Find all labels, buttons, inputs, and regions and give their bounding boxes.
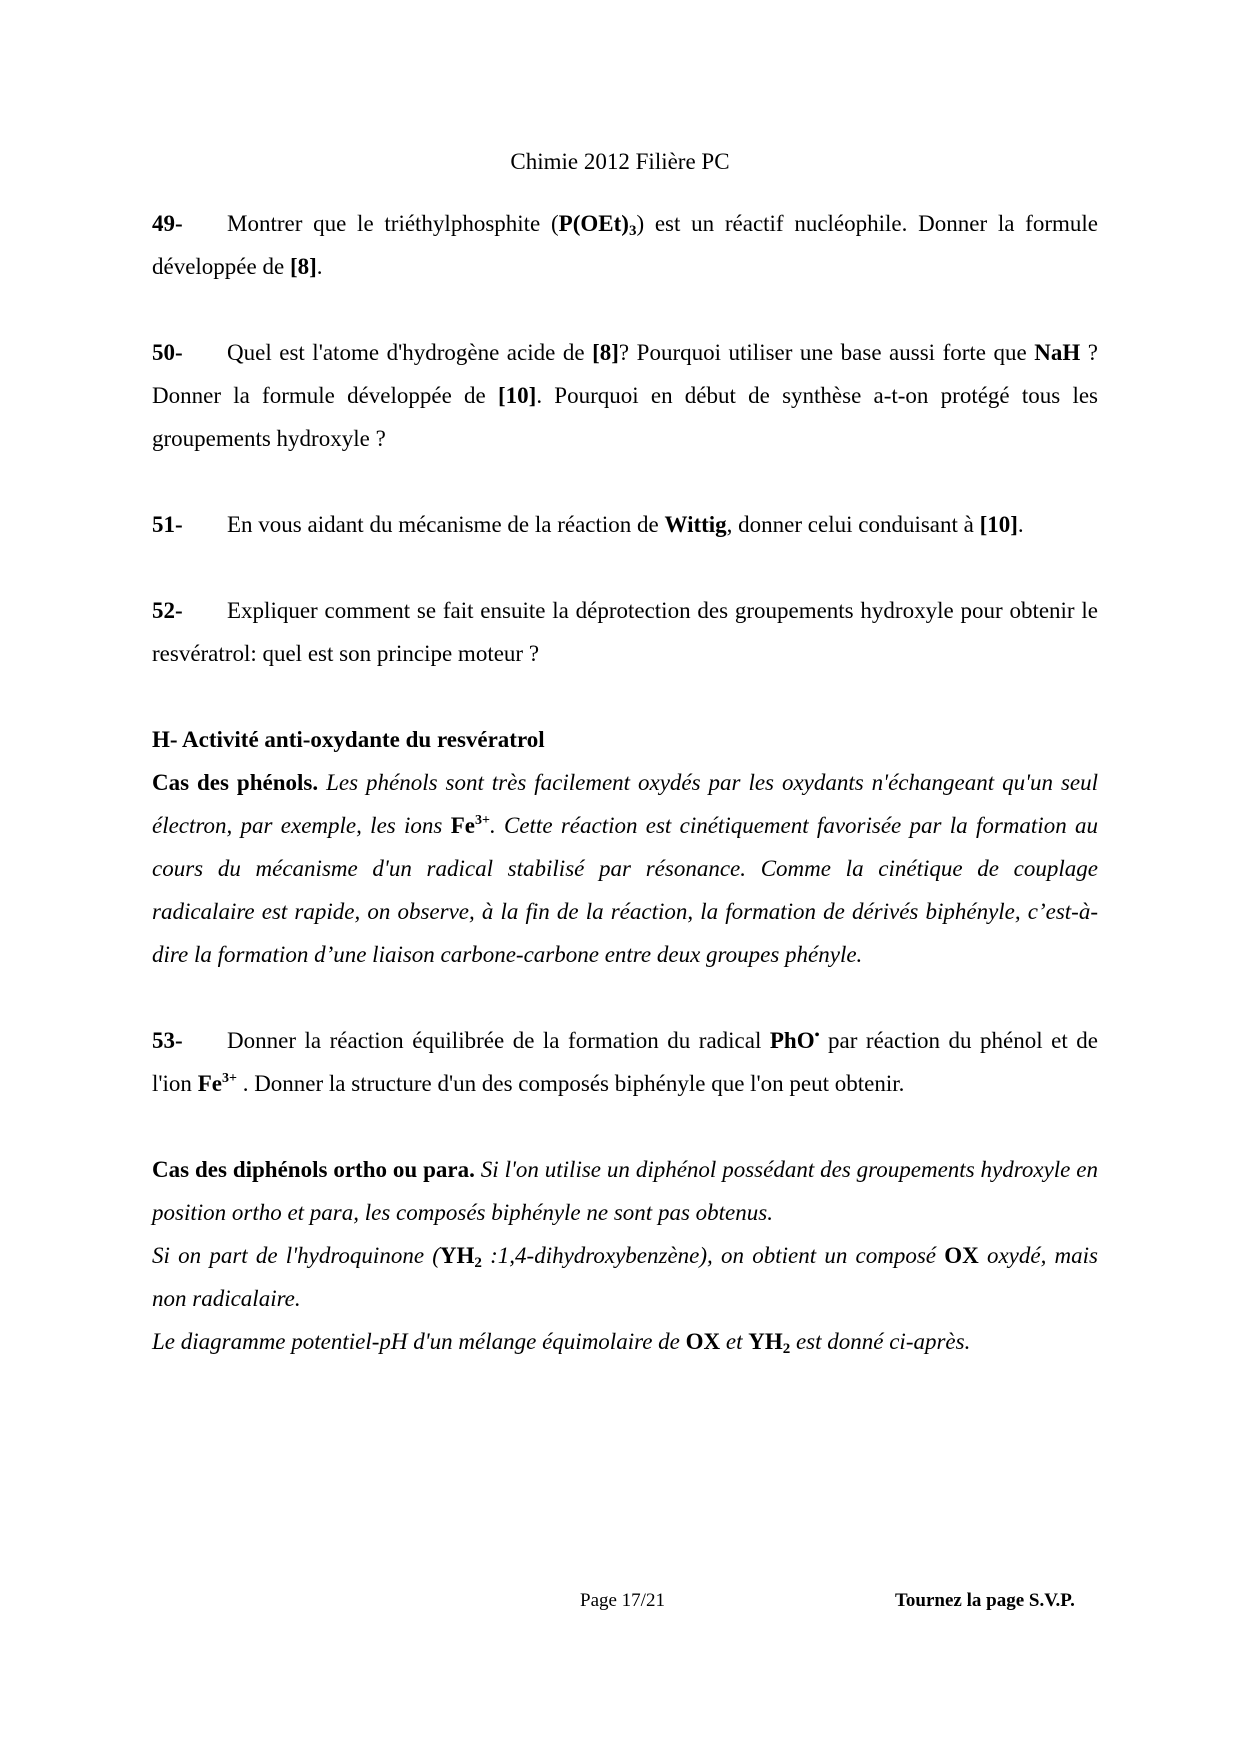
intro-text: Si on part de l'hydroquinone ( [152, 1243, 440, 1268]
question-number: 52- [152, 598, 183, 623]
question-text: Montrer que le triéthylphosphite ( [227, 211, 559, 236]
phenols-intro [152, 761, 1098, 976]
intro-text: Si l'on utilise un diphénol possédant des groupements hydroxyle en position ortho et para, les composés biphényle ne sont pas obtenus. [152, 1157, 1098, 1225]
iron-ion: $Fe^{3+}$ [197, 1071, 237, 1096]
question-52 [152, 589, 1098, 675]
question-text: Expliquer comment se fait ensuite la déprotection des groupements hydroxyle pour obtenir le resvératrol: quel est son principe moteur ? [152, 598, 1098, 666]
ox-formula: OX [685, 1329, 721, 1354]
intro-label: Cas des diphénols ortho ou para. [152, 1157, 475, 1182]
question-text: , donner celui conduisant à [726, 512, 980, 537]
formula: $P(OEt)_3$ [558, 211, 637, 239]
ox-formula: OX [944, 1243, 979, 1268]
question-53 [152, 1019, 1098, 1105]
question-50 [152, 331, 1098, 460]
turn-page-note: Tournez la page S.V.P. [895, 1590, 1075, 1611]
iron-ion: $Fe^{3+}$ [450, 813, 490, 838]
question-number: 53- [152, 1028, 183, 1053]
compound-ref: [10] [497, 383, 537, 408]
page-content [152, 202, 1098, 1363]
section-heading: H- Activité anti-oxydante du resvératrol [152, 727, 545, 752]
yh2-formula: $YH_2$ [748, 1329, 791, 1357]
yh2-formula: $YH_2$ [439, 1243, 482, 1271]
intro-label: Cas des phénols. [152, 770, 319, 795]
intro-text: Le diagramme potentiel-pH d'un mélange équimolaire de [152, 1329, 686, 1354]
question-number: 49- [152, 211, 183, 236]
intro-text: oxydé, mais non radicalaire. [152, 1243, 1099, 1311]
radical-formula: PhO• [769, 1028, 820, 1053]
intro-text: . Cette réaction est cinétiquement favorisée par la formation au cours du mécanisme d'un radical stabilisé par résonance. Comme la cinétique de couplage radicalaire est rapide, on observe, à la fin de la réaction, la formation de dérivés biphényle, c’est-à-dire la formation d’une liaison carbone-carbone entre deux groupes phényle. [152, 813, 1098, 967]
question-text: ? Donner la formule développée de [152, 340, 1098, 408]
compound-ref: [10] [979, 512, 1018, 537]
question-49: 49- Montrer que le triéthylphosphite $(P(OEt)_3)$ est un réactif nucléophile. Donner la formule développée de [8]. [152, 202, 1098, 288]
compound-ref: [8] [289, 254, 317, 279]
question-number: 51- [152, 512, 183, 537]
question-number: 50- [152, 340, 183, 365]
question-51: 51- En vous aidant du mécanisme de la réaction de Wittig, donner celui conduisant à [10]. [152, 503, 1098, 546]
intro-text: Les phénols sont très facilement oxydés par les oxydants n'échangeant qu'un seul électron, par exemple, les ions [152, 770, 1099, 838]
question-text: ) est un réactif nucléophile. Donner la formule développée de [152, 211, 1098, 279]
reaction-name: Wittig [664, 512, 727, 537]
hydroquinone-paragraph [152, 1234, 1098, 1320]
question-text: . Pourquoi en début de synthèse a-t-on protégé tous les groupements hydroxyle ? [152, 383, 1098, 451]
question-text: par réaction du phénol et de l'ion [152, 1028, 1098, 1096]
compound-ref: [8] [592, 340, 619, 365]
question-text: Quel est l'atome d'hydrogène acide de [227, 340, 593, 365]
intro-text: :1,4-dihydroxybenzène), on obtient un composé [481, 1243, 945, 1268]
page-number: Page 17/21 [580, 1590, 665, 1611]
diphenols-intro [152, 1148, 1098, 1234]
intro-text: est donné ci-après. [790, 1329, 971, 1354]
diagram-paragraph [152, 1320, 1098, 1363]
intro-text: et [720, 1329, 749, 1354]
question-text: . Donner la structure d'un des composés biphényle que l'on peut obtenir. [236, 1071, 905, 1096]
page-header: Chimie 2012 Filière PC [510, 149, 730, 174]
base-formula: NaH [1034, 340, 1081, 365]
question-text: ? Pourquoi utiliser une base aussi forte que [618, 340, 1035, 365]
question-text: En vous aidant du mécanisme de la réaction de [227, 512, 665, 537]
question-text: Donner la réaction équilibrée de la formation du radical [227, 1028, 770, 1053]
